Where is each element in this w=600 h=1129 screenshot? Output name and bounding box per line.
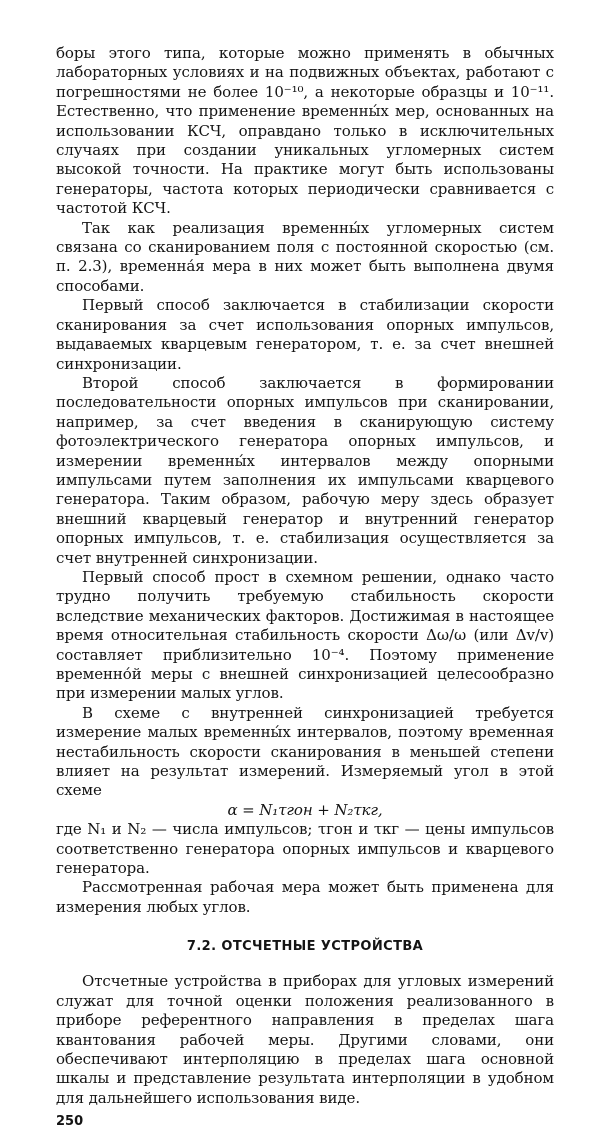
paragraph: Отсчетные устройства в приборах для угловых измерений служат для точной оценки положения реализованного в приборе референтного направления в пределах шага квантования рабочей меры. Другими словами, они обеспечивают интерполяцию в пределах шага основной шкалы и представление результата интерполяции в удобном для дальнейшего использования виде. bbox=[56, 972, 554, 1107]
section-body bbox=[56, 972, 554, 1108]
paragraph: Так как реализация временны́х угломерных систем связана со сканированием поля с постоянной скоростью (см. п. 2.3), временна́я мера в них может быть выполнена двумя способами. bbox=[56, 218, 554, 295]
page-number: 250 bbox=[56, 1114, 84, 1129]
paragraph: Первый способ прост в схемном решении, однако часто трудно получить требуемую стабильность скорости вследствие механических факторов. Достижимая в настоящее время относительная стабильность скорости Δω/ω (или Δv/v) составляет приблизительно 10⁻⁴. Поэтому применение временно́й меры с внешней синхронизацией целесообразно при измерении малых углов. bbox=[56, 567, 554, 703]
paragraph: Первый способ заключается в стабилизации скорости сканирования за счет использования опорных импульсов, выдаваемых кварцевым генератором, т. е. за счет внешней синхронизации. bbox=[56, 296, 554, 373]
section-heading: 7.2. ОТСЧЕТНЫЕ УСТРОЙСТВА bbox=[186, 939, 424, 955]
angle-formula: α = N₁τгон + N₂τкг, bbox=[227, 800, 383, 819]
paragraph: В схеме с внутренней синхронизацией требуется измерение малых временны́х интервалов, поэтому временная нестабильность скорости сканирования в меньшей степени влияет на результат измерений. Измеряемый угол в этой схеме bbox=[56, 703, 554, 800]
paragraph: Второй способ заключается в формировании последовательности опорных импульсов при сканировании, например, за счет введения в сканирующую систему фотоэлектрического генератора опорных импульсов, и измерении временны́х интервалов между опорными импульсами путем заполнения их импульсами кварцевого генератора. Таким образом, рабочую меру здесь образует внешний кварцевый генератор и внутренний генератор опорных импульсов, т. е. стабилизация осуществляется за счет внутренней синхронизации. bbox=[56, 373, 554, 567]
paragraph: боры этого типа, которые можно применять в обычных лабораторных условиях и на подвижных объектах, работают с погрешностями не более 10⁻¹⁰, а некоторые образцы и 10⁻¹¹. Естественно, что применение временны́х мер, основанных на использовании КСЧ, оправдано только в исключительных случаях при создании уникальных угломерных систем высокой точности. На практике могут быть использованы генераторы, частота которых периодически сравнивается с частотой КСЧ. bbox=[56, 44, 554, 218]
body-text bbox=[56, 44, 554, 917]
formula-explanation: где N₁ и N₂ — числа импульсов; τгон и τкг — цены импульсов соответственно генератора опорных импульсов и кварцевого генератора. bbox=[56, 820, 554, 878]
paragraph: Рассмотренная рабочая мера может быть применена для измерения любых углов. bbox=[56, 878, 554, 916]
